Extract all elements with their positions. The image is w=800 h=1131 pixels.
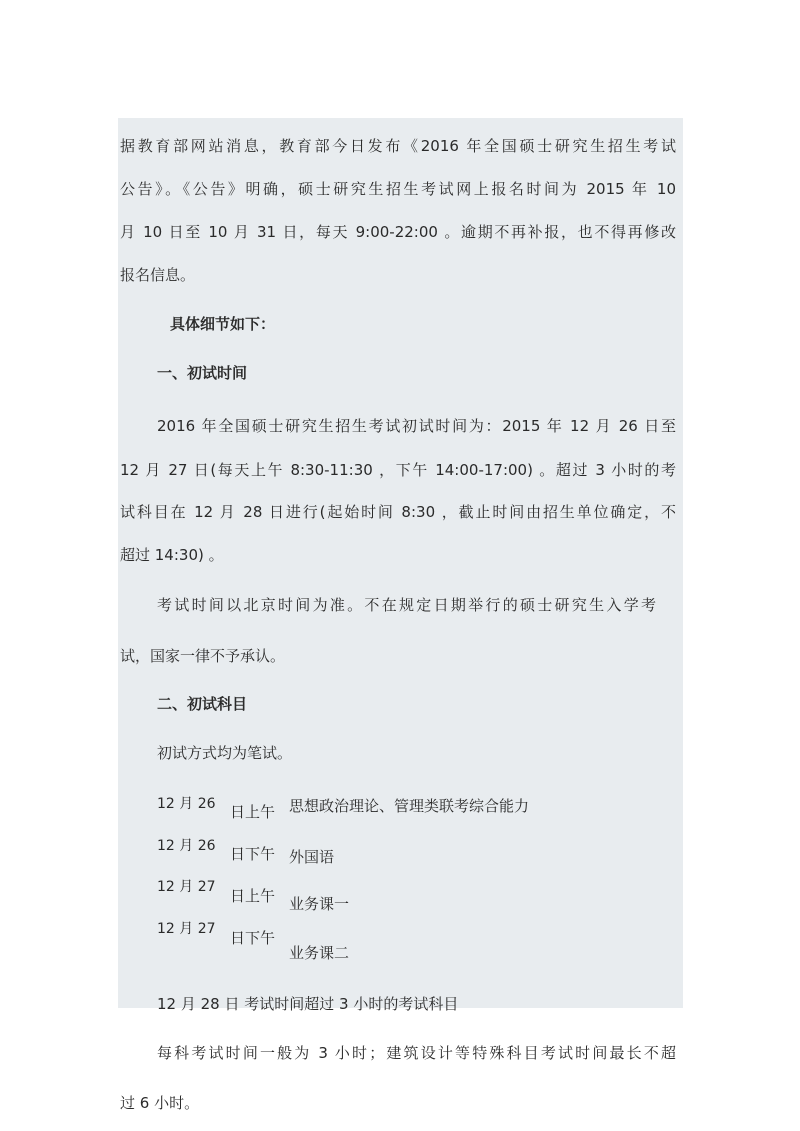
duration-line-2: 过 6 小时。 (120, 1094, 200, 1112)
section2-heading: 二、初试科目 (157, 695, 248, 713)
section1-heading: 一、初试时间 (157, 364, 248, 382)
section1-para1-line-3: 试科目在 12 月 28 日进行(起始时间 8:30 ，截止时间由招生单位确定，不 (120, 503, 676, 521)
intro-line-4: 报名信息。 (120, 266, 196, 284)
schedule-period: 日下午 (230, 845, 276, 863)
intro-line-2: 公告》。《公告》明确，硕士研究生招生考试网上报名时间为 2015 年 10 (120, 180, 676, 198)
schedule-date: 12 月 26 (157, 796, 216, 812)
intro-line-1: 据教育部网站消息，教育部今日发布《2016 年全国硕士研究生招生考试 (120, 137, 676, 155)
section1-para1-line-1: 2016 年全国硕士研究生招生考试初试时间为：2015 年 12 月 26 日至 (157, 417, 676, 435)
intro-line-3: 月 10 日至 10 月 31 日，每天 9:00-22:00 。逾期不再补报，也不得再修改 (120, 223, 676, 241)
schedule-period: 日下午 (230, 929, 276, 947)
schedule-subject: 思想政治理论、管理类联考综合能力 (289, 797, 530, 815)
section1-para2-line-2: 试，国家一律不予承认。 (120, 647, 286, 665)
schedule-date: 12 月 27 (157, 879, 216, 895)
schedule-date: 12 月 26 (157, 838, 216, 854)
schedule-subject: 业务课一 (289, 895, 350, 913)
section1-para1-line-2: 12 月 27 日(每天上午 8:30-11:30 ，下午 14:00-17:00) 。超过 3 小时的考 (120, 461, 676, 479)
schedule-period: 日上午 (230, 887, 276, 905)
section2-intro: 初试方式均为笔试。 (157, 744, 293, 762)
schedule-date: 12 月 27 (157, 921, 216, 937)
details-heading: 具体细节如下： (170, 315, 276, 333)
schedule-subject: 外国语 (289, 848, 335, 866)
schedule-extra-row: 12 月 28 日 考试时间超过 3 小时的考试科目 (157, 995, 459, 1013)
section1-para2-line-1: 考试时间以北京时间为准。不在规定日期举行的硕士研究生入学考 (157, 596, 656, 614)
schedule-subject: 业务课二 (289, 944, 350, 962)
schedule-period: 日上午 (230, 803, 276, 821)
section1-para1-line-4: 超过 14:30) 。 (120, 546, 224, 564)
duration-line-1: 每科考试时间一般为 3 小时；建筑设计等特殊科目考试时间最长不超 (157, 1044, 676, 1062)
